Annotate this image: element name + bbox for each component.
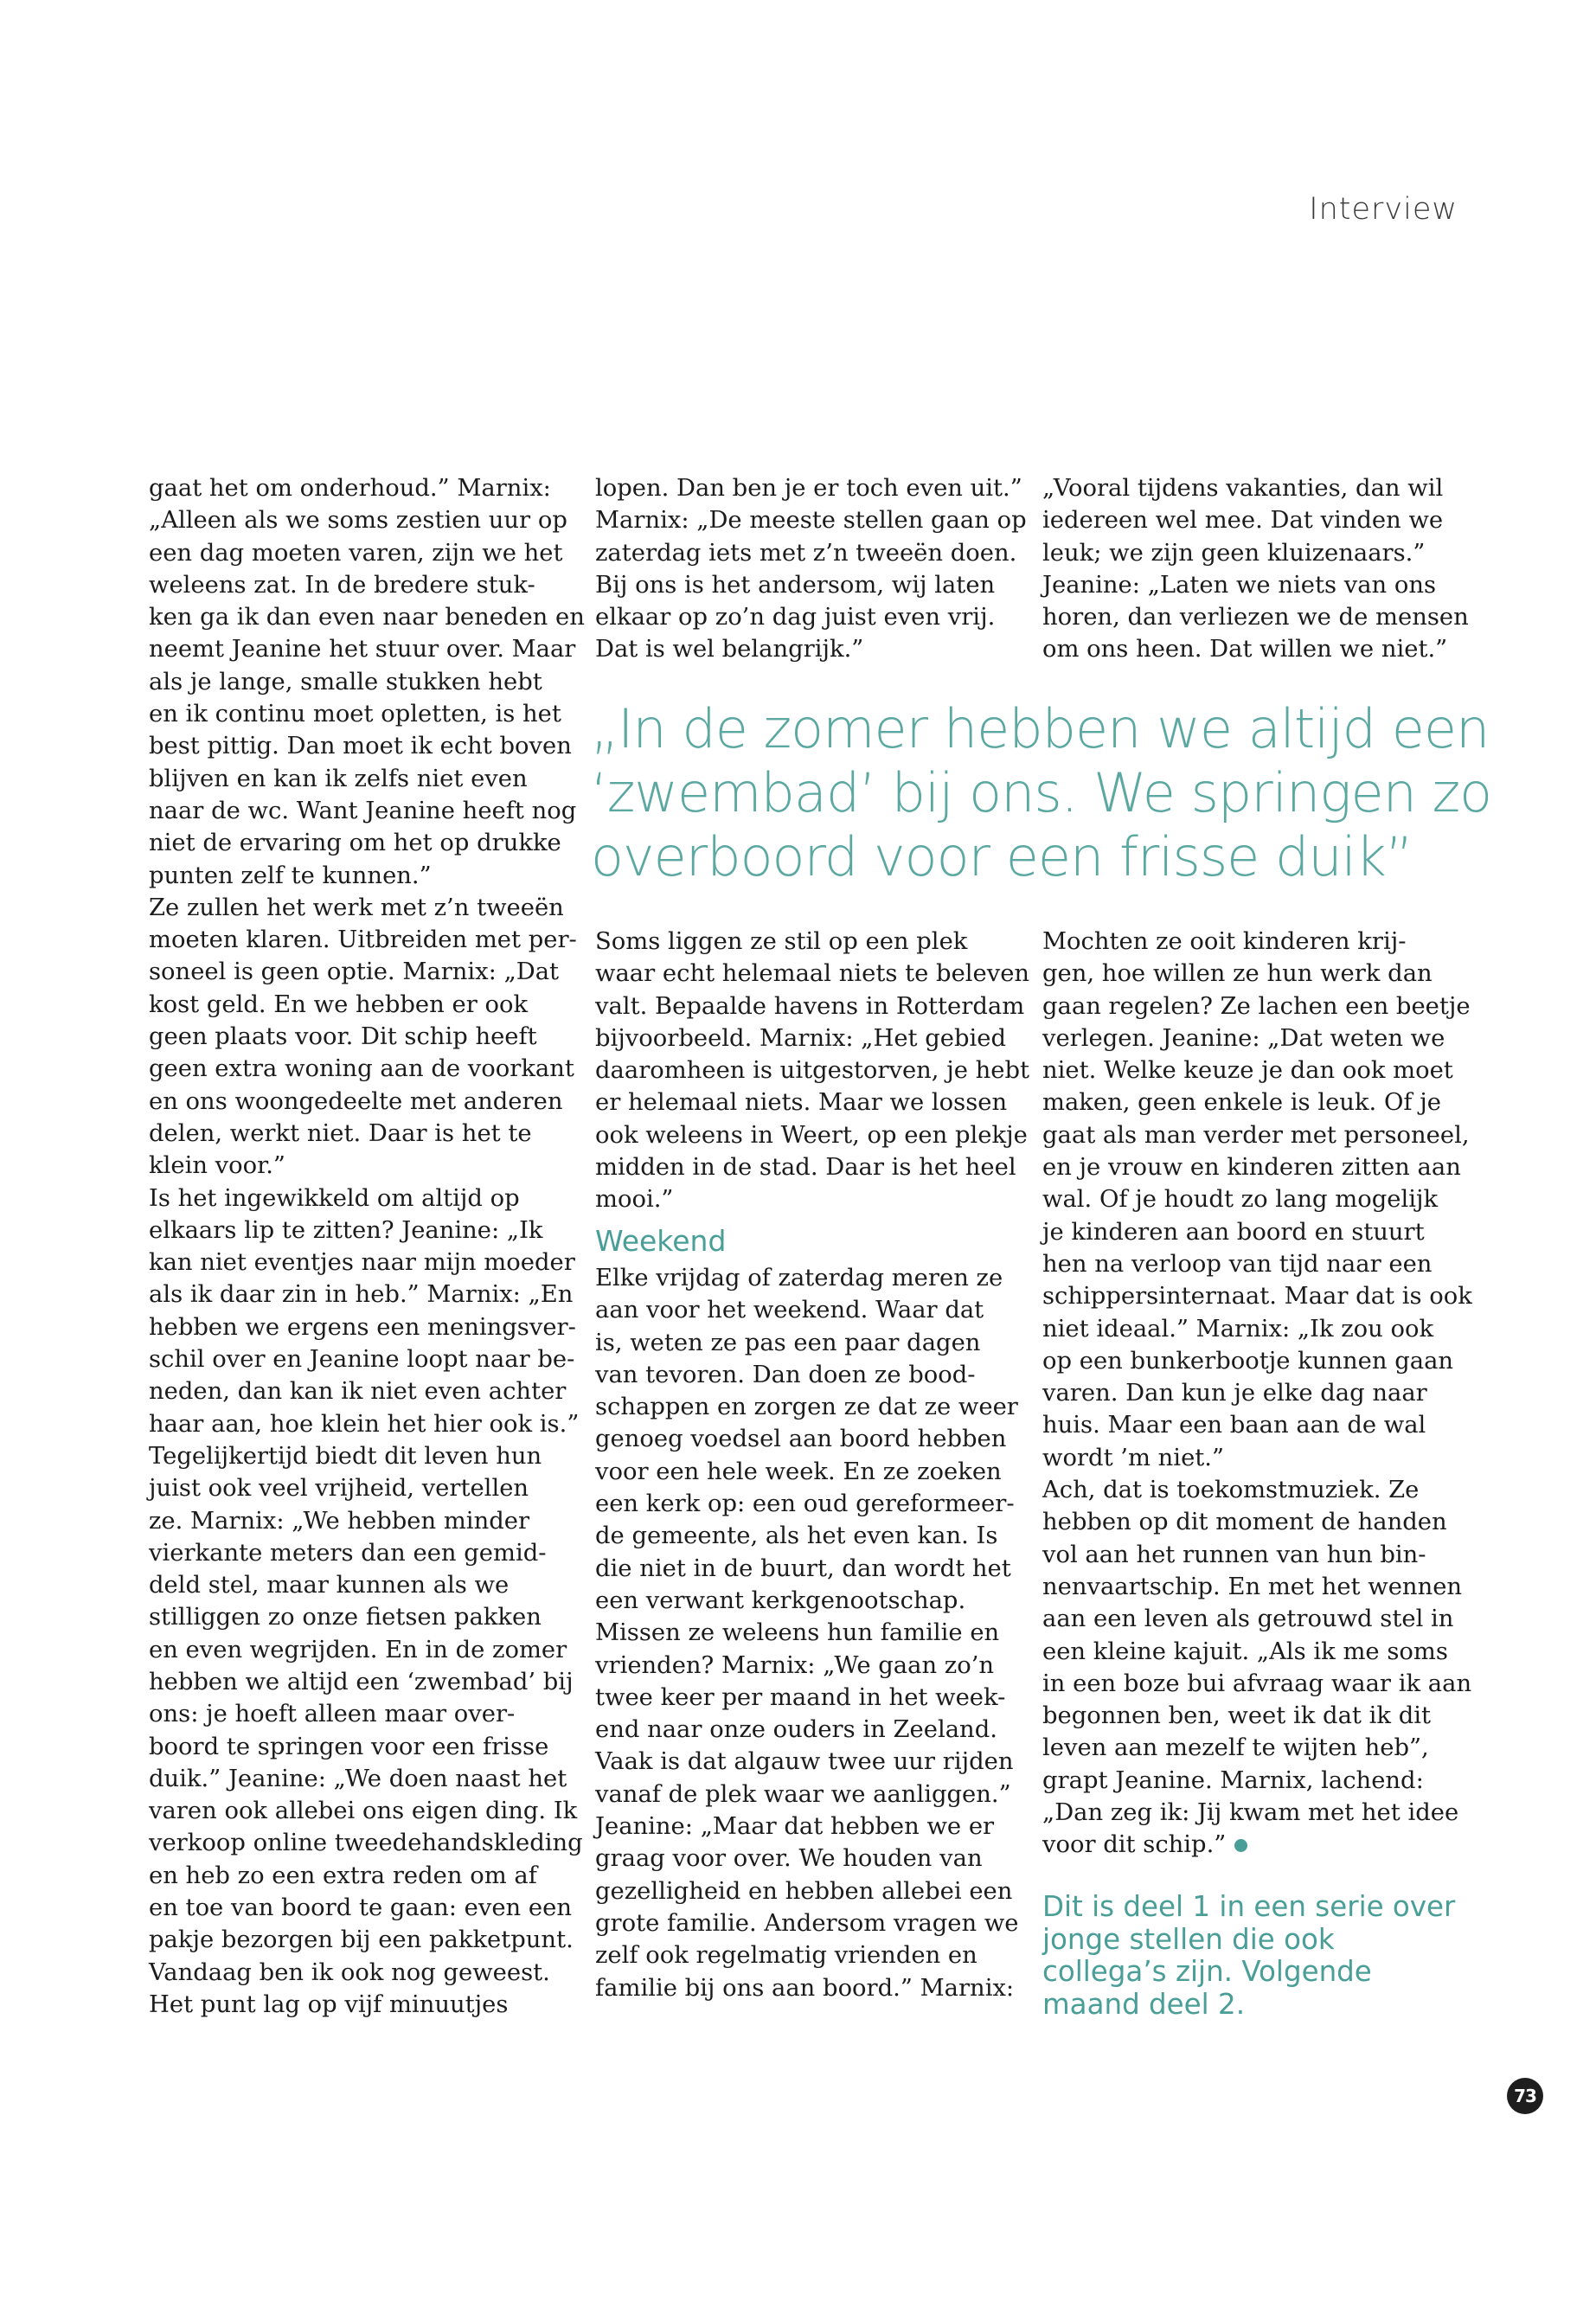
text-line: ons: je hoeft alleen maar over- (149, 1701, 516, 1728)
text-line: je kinderen aan boord en stuurt (1042, 1218, 1425, 1246)
text-line: schappen en zorgen ze dat ze weer (595, 1394, 1018, 1421)
text-line: Elke vrijdag of zaterdag meren ze (595, 1264, 1003, 1292)
text-line: „Dan zeg ik: Jij kwam met het idee (1042, 1799, 1459, 1827)
text-line: Dat is wel belangrijk.” (595, 636, 864, 663)
text-line: wordt ’m niet.” (1042, 1444, 1224, 1471)
text-line: van tevoren. Dan doen ze bood- (595, 1361, 976, 1388)
text-line: end naar onze ouders in Zeeland. (595, 1716, 997, 1744)
text-line: wal. Of je houdt zo lang mogelijk (1042, 1186, 1439, 1214)
text-line: ze. Marnix: „We hebben minder (149, 1507, 530, 1535)
text-line: niet. Welke keuze je dan ook moet (1042, 1057, 1453, 1085)
text-line: zelf ook regelmatig vrienden en (595, 1942, 977, 1970)
pull-quote (591, 697, 1492, 889)
text-line: haar aan, hoe klein het hier ook is.” (149, 1410, 580, 1438)
text-line: Vandaag ben ik ook nog geweest. (149, 1958, 550, 1986)
text-line: kan niet eventjes naar mijn moeder (149, 1249, 575, 1277)
text-line: hebben we altijd een ‘zwembad’ bij (149, 1668, 574, 1695)
article-column-right-bottom (1042, 926, 1472, 1862)
text-line: stilliggen zo onze fietsen pakken (149, 1604, 542, 1631)
text-line: best pittig. Dan moet ik echt boven (149, 733, 572, 760)
text-line: de gemeente, als het even kan. Is (595, 1522, 998, 1550)
text-line: schippersinternaat. Maar dat is ook (1042, 1283, 1472, 1311)
end-mark-dot-icon (1234, 1839, 1247, 1852)
text-line: een verwant kerkgenootschap. (595, 1586, 966, 1614)
text-line: begonnen ben, weet ik dat ik dit (1042, 1702, 1431, 1730)
text-line: Jeanine: „Maar dat hebben we er (595, 1813, 995, 1841)
text-line: vrienden? Marnix: „We gaan zo’n (595, 1651, 995, 1679)
article-column-middle-bottom (595, 926, 1030, 2004)
text-line: neemt Jeanine het stuur over. Maar (149, 636, 576, 663)
text-line: leven aan mezelf te wijten heb”, (1042, 1734, 1429, 1762)
text-line: niet de ervaring om het op drukke (149, 830, 561, 857)
paragraph-block (595, 926, 1030, 1216)
text-line: elkaars lip te zitten? Jeanine: „Ik (149, 1216, 543, 1244)
series-note-line: jonge stellen die ook (1042, 1922, 1335, 1956)
text-line: Vaak is dat algauw twee uur rijden (595, 1748, 1014, 1776)
text-line: juist ook veel vrijheid, vertellen (149, 1475, 529, 1503)
text-line: voor een hele week. En ze zoeken (595, 1458, 1002, 1485)
paragraph-block (595, 1262, 1019, 2004)
text-line: blijven en kan ik zelfs niet even (149, 765, 528, 792)
text-line: „Alleen als we soms zestien uur op (149, 507, 567, 535)
text-line: geen extra woning aan de voorkant (149, 1055, 574, 1083)
text-line: ken ga ik dan even naar beneden en (149, 604, 585, 631)
text-line: lopen. Dan ben je er toch even uit.” (595, 475, 1022, 502)
text-line: hebben we ergens een meningsver- (149, 1313, 576, 1341)
text-line: Mochten ze ooit kinderen krij- (1042, 928, 1407, 955)
section-subheading: Weekend (595, 1223, 727, 1258)
text-line: voor dit schip.” (1042, 1831, 1227, 1859)
text-line: pakje bezorgen bij een pakketpunt. (149, 1926, 574, 1954)
text-line: deld stel, maar kunnen als we (149, 1572, 510, 1599)
text-line: hebben op dit moment de handen (1042, 1509, 1447, 1536)
text-line: hen na verloop van tijd naar een (1042, 1250, 1433, 1278)
text-line: Marnix: „De meeste stellen gaan op (595, 507, 1027, 535)
series-note-line: Dit is deel 1 in een serie over (1042, 1890, 1456, 1923)
text-line: een kleine kajuit. „Als ik me soms (1042, 1638, 1448, 1665)
text-line: naar de wc. Want Jeanine heeft nog (149, 797, 577, 824)
text-line: Ach, dat is toekomstmuziek. Ze (1042, 1477, 1420, 1504)
text-line: delen, werkt niet. Daar is het te (149, 1119, 532, 1147)
text-line: varen ook allebei ons eigen ding. Ik (149, 1798, 578, 1825)
text-line: en toe van boord te gaan: even een (149, 1894, 572, 1922)
text-line: en heb zo een extra reden om af (149, 1862, 537, 1889)
text-line: en ons woongedeelte met anderen (149, 1087, 563, 1115)
text-line: grote familie. Andersom vragen we (595, 1909, 1019, 1937)
text-line: soneel is geen optie. Marnix: „Dat (149, 958, 560, 986)
text-line: verlegen. Jeanine: „Dat weten we (1042, 1024, 1445, 1052)
text-line: schil over en Jeanine loopt naar be- (149, 1346, 575, 1374)
text-line: Jeanine: „Laten we niets van ons (1042, 571, 1437, 599)
section-label: Interview (1309, 192, 1458, 227)
text-line: waar echt helemaal niets te beleven (595, 960, 1030, 988)
text-line: Het punt lag op vijf minuutjes (149, 1990, 509, 2018)
text-line: Ze zullen het werk met z’n tweeën (149, 894, 564, 921)
text-line: gezelligheid en hebben allebei een (595, 1877, 1013, 1905)
text-line: familie bij ons aan boord.” Marnix: (595, 1974, 1015, 2002)
text-line: huis. Maar een baan aan de wal (1042, 1412, 1426, 1439)
text-line: genoeg voedsel aan boord hebben (595, 1426, 1007, 1453)
text-line: Missen ze weleens hun familie en (595, 1619, 1000, 1647)
series-note-line: maand deel 2. (1042, 1987, 1246, 2021)
pull-quote-line: ‘zwembad’ bij ons. We springen zo (591, 761, 1492, 824)
text-line: gaat het om onderhoud.” Marnix: (149, 475, 551, 502)
text-line: mooi.” (595, 1186, 674, 1214)
text-line: ook weleens in Weert, op een plekje (595, 1121, 1028, 1149)
text-line: bijvoorbeeld. Marnix: „Het gebied (595, 1024, 1007, 1052)
text-line: aan voor het weekend. Waar dat (595, 1297, 984, 1324)
series-note-line: collega’s zijn. Volgende (1042, 1955, 1372, 1988)
text-line: er helemaal niets. Maar we lossen (595, 1089, 1008, 1117)
article-column-right-top (1042, 472, 1469, 666)
text-line: Bij ons is het andersom, wij laten (595, 571, 996, 599)
text-line: kost geld. En we hebben er ook (149, 990, 529, 1018)
article-column-middle-top (595, 472, 1027, 666)
text-line: leuk; we zijn geen kluizenaars.” (1042, 539, 1426, 567)
text-line: midden in de stad. Daar is het heel (595, 1154, 1016, 1182)
text-line: nenvaartschip. En met het wennen (1042, 1573, 1463, 1600)
text-line: Tegelijkertijd biedt dit leven hun (149, 1442, 542, 1470)
text-line: vol aan het runnen van hun bin- (1042, 1541, 1426, 1568)
text-line: geen plaats voor. Dit schip heeft (149, 1023, 537, 1051)
text-line: niet ideaal.” Marnix: „Ik zou ook (1042, 1315, 1434, 1343)
article-column-left (149, 472, 585, 2021)
text-line: horen, dan verliezen we de mensen (1042, 604, 1469, 631)
text-line: om ons heen. Dat willen we niet.” (1042, 636, 1448, 663)
pull-quote-line: „In de zomer hebben we altijd een (591, 697, 1490, 760)
text-line: twee keer per maand in het week- (595, 1683, 1006, 1711)
text-line: en even wegrijden. En in de zomer (149, 1636, 567, 1663)
text-line: vanaf de plek waar we aanliggen.” (595, 1780, 1011, 1808)
text-line: moeten klaren. Uitbreiden met per- (149, 926, 577, 954)
text-line: en ik continu moet opletten, is het (149, 701, 561, 728)
text-line: varen. Dan kun je elke dag naar (1042, 1380, 1427, 1407)
text-line: Soms liggen ze stil op een plek (595, 928, 968, 955)
pull-quote-line: overboord voor een frisse duik” (591, 825, 1413, 888)
text-line: zaterdag iets met z’n tweeën doen. (595, 539, 1017, 567)
text-line: weleens zat. In de bredere stuk- (149, 571, 535, 599)
text-line: op een bunkerbootje kunnen gaan (1042, 1347, 1454, 1375)
text-line: als je lange, smalle stukken hebt (149, 668, 542, 695)
text-line: daaromheen is uitgestorven, je hebt (595, 1057, 1030, 1085)
text-line: gaan regelen? Ze lachen een beetje (1042, 992, 1471, 1020)
text-line-end (1042, 1829, 1466, 1861)
text-line: valt. Bepaalde havens in Rotterdam (595, 992, 1025, 1020)
text-line: maken, geen enkele is leuk. Of je (1042, 1089, 1441, 1117)
text-line: graag voor over. We houden van (595, 1845, 983, 1873)
text-line: verkoop online tweedehandskleding (149, 1830, 583, 1857)
page-number-badge: 73 (1507, 2078, 1543, 2114)
text-line: Is het ingewikkeld om altijd op (149, 1184, 520, 1212)
text-line: grapt Jeanine. Marnix, lachend: (1042, 1766, 1424, 1794)
text-line: die niet in de buurt, dan wordt het (595, 1554, 1011, 1582)
text-line: boord te springen voor een frisse (149, 1733, 549, 1760)
text-line: in een boze bui afvraag waar ik aan (1042, 1670, 1472, 1697)
text-line: gaat als man verder met personeel, (1042, 1121, 1470, 1149)
text-line: aan een leven als getrouwd stel in (1042, 1606, 1454, 1633)
text-line: punten zelf te kunnen.” (149, 862, 432, 889)
text-line: „Vooral tijdens vakanties, dan wil (1042, 475, 1444, 502)
text-line: iedereen wel mee. Dat vinden we (1042, 507, 1444, 535)
text-line: vierkante meters dan een gemid- (149, 1539, 547, 1567)
text-line: en je vrouw en kinderen zitten aan (1042, 1154, 1461, 1182)
text-line: gen, hoe willen ze hun werk dan (1042, 960, 1433, 988)
text-line: een kerk op: een oud gereformeer- (595, 1490, 1015, 1518)
text-line: als ik daar zin in heb.” Marnix: „En (149, 1281, 574, 1309)
text-line: is, weten ze pas een paar dagen (595, 1329, 981, 1356)
text-line: een dag moeten varen, zijn we het (149, 539, 563, 567)
text-line: duik.” Jeanine: „We doen naast het (149, 1765, 567, 1792)
text-line: neden, dan kan ik niet even achter (149, 1378, 567, 1406)
text-line: elkaar op zo’n dag juist even vrij. (595, 604, 996, 631)
text-line: klein voor.” (149, 1152, 285, 1180)
series-note (1042, 1890, 1456, 2021)
